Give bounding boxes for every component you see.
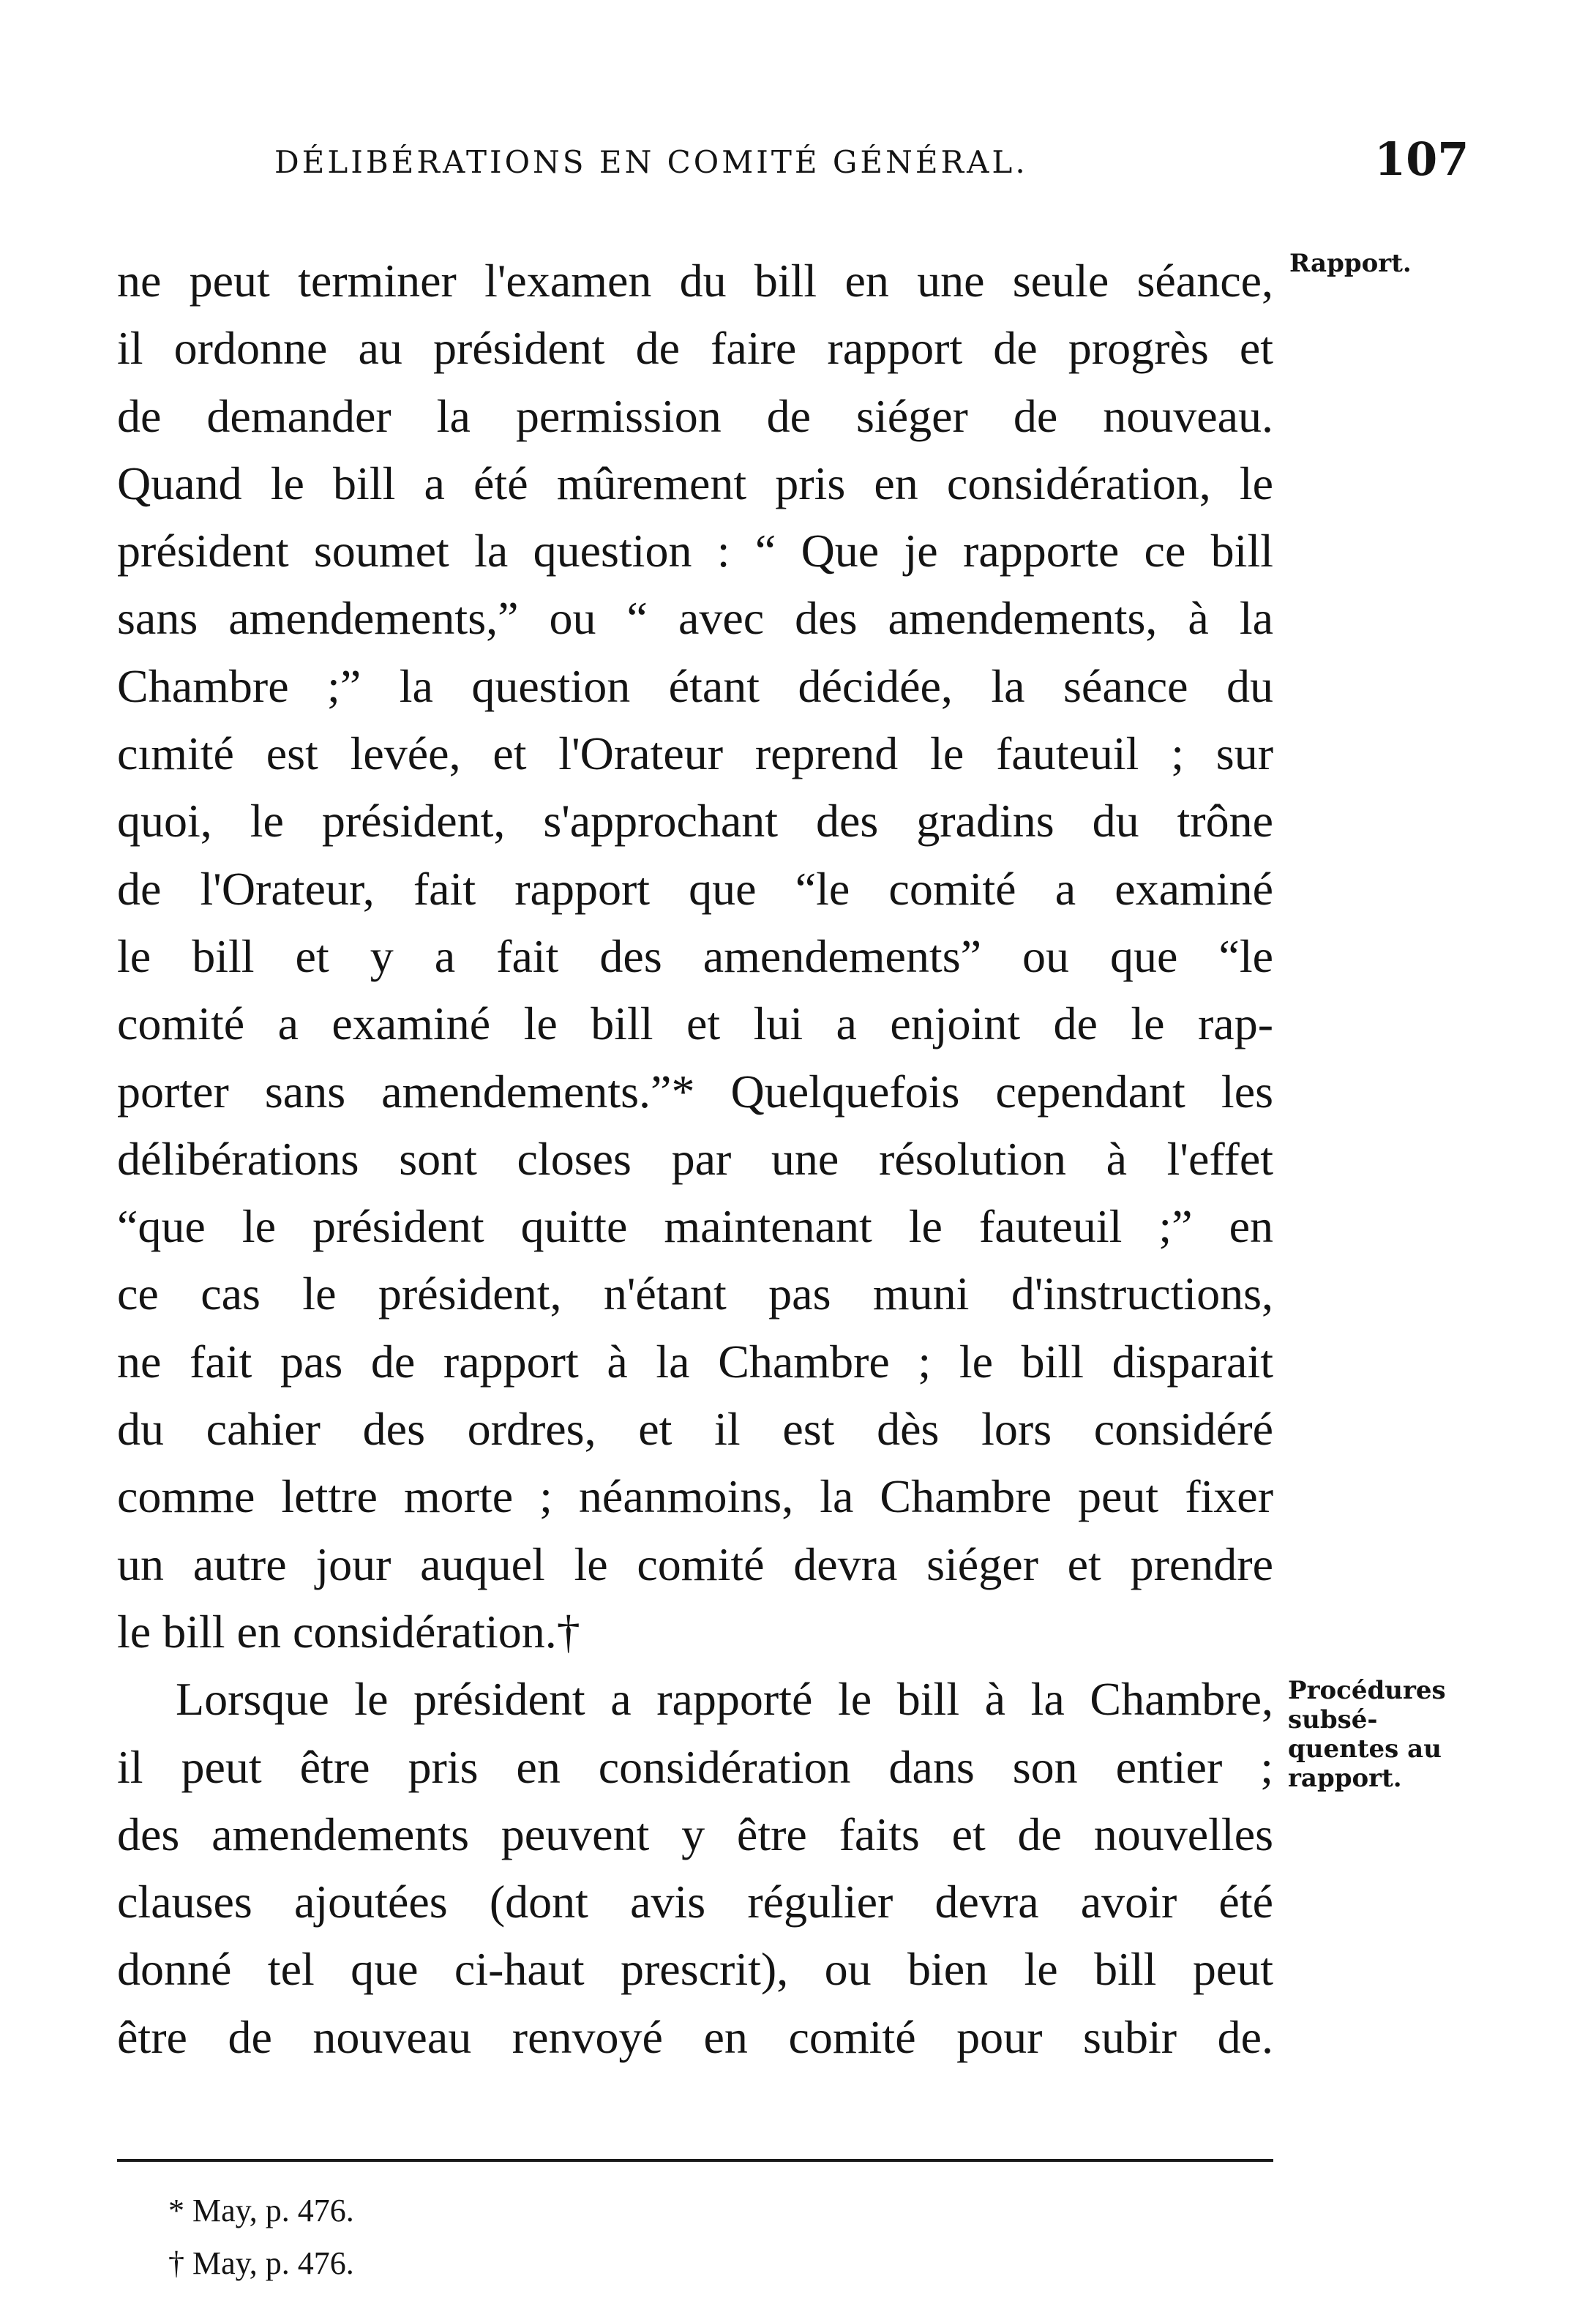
margin-note-procedures-line: Procédures [1288, 1676, 1446, 1705]
text-line: des amendements peuvent y être faits et de nouvelles [117, 1808, 1273, 1860]
body-text [117, 247, 1273, 2071]
text-line: il ordonne au président de faire rapport de progrès et [117, 322, 1273, 375]
text-line: Lorsque le président a rapporté le bill à la Chambre, [176, 1673, 1273, 1726]
text-line: “que le président quitte maintenant le fauteuil ;” en [117, 1200, 1273, 1253]
text-line: Chambre ;” la question étant décidée, la séance du [117, 659, 1273, 712]
text-line: clauses ajoutées (dont avis régulier devra avoir été [117, 1876, 1273, 1928]
footnotes [168, 2185, 354, 2290]
text-line: le bill et y a fait des amendements” ou que “le [117, 929, 1273, 982]
text-line: quoi, le président, s'approchant des gradins du trône [117, 795, 1273, 847]
text-line: cımité est levée, et l'Orateur reprend le fauteuil ; sur [117, 727, 1273, 780]
text-line: il peut être pris en considération dans son entier ; [117, 1740, 1273, 1793]
text-line: comité a examiné le bill et lui a enjoint de le rap- [117, 997, 1273, 1050]
margin-note-procedures-line: subsé- [1288, 1705, 1378, 1734]
running-title: DÉLIBÉRATIONS EN COMITÉ GÉNÉRAL. [274, 144, 1028, 180]
text-line: sans amendements,” ou “ avec des amendements, à la [117, 592, 1273, 645]
text-line: délibérations sont closes par une résolution à l'effet [117, 1132, 1273, 1185]
text-line: ne fait pas de rapport à la Chambre ; le bill disparait [117, 1335, 1273, 1388]
margin-note-procedures-line: rapport. [1288, 1764, 1402, 1793]
text-line: président soumet la question : “ Que je rapporte ce bill [117, 525, 1273, 577]
text-line: porter sans amendements.”* Quelquefois cependant les [117, 1065, 1273, 1118]
text-line: ne peut terminer l'examen du bill en une seule séance, [117, 255, 1273, 307]
text-line: un autre jour auquel le comité devra siéger et prendre [117, 1538, 1273, 1590]
footnote: † May, p. 476. [168, 2245, 354, 2281]
margin-note-procedures-line: quentes au [1288, 1734, 1442, 1764]
text-line: Quand le bill a été mûrement pris en considération, le [117, 457, 1273, 509]
text-line: de demander la permission de siéger de nouveau. [117, 389, 1273, 442]
text-line: être de nouveau renvoyé en comité pour subir de. [117, 2010, 1273, 2063]
margin-note-rapport [1289, 249, 1412, 278]
text-line: le bill en considération.† [117, 1605, 580, 1658]
footnote-divider [117, 2159, 1273, 2162]
page-number: 107 [1374, 132, 1469, 186]
text-line: comme lettre morte ; néanmoins, la Chambre peut fixer [117, 1470, 1273, 1523]
text-line: du cahier des ordres, et il est dès lors considéré [117, 1403, 1273, 1456]
text-line: de l'Orateur, fait rapport que “le comité a examiné [117, 862, 1273, 915]
text-line: donné tel que ci-haut prescrit), ou bien le bill peut [117, 1943, 1273, 1996]
footnote: * May, p. 476. [168, 2193, 354, 2228]
margin-note-procedures [1288, 1676, 1446, 1793]
margin-note-rapport-text: Rapport. [1289, 249, 1412, 278]
text-line: ce cas le président, n'étant pas muni d'instructions, [117, 1268, 1273, 1320]
